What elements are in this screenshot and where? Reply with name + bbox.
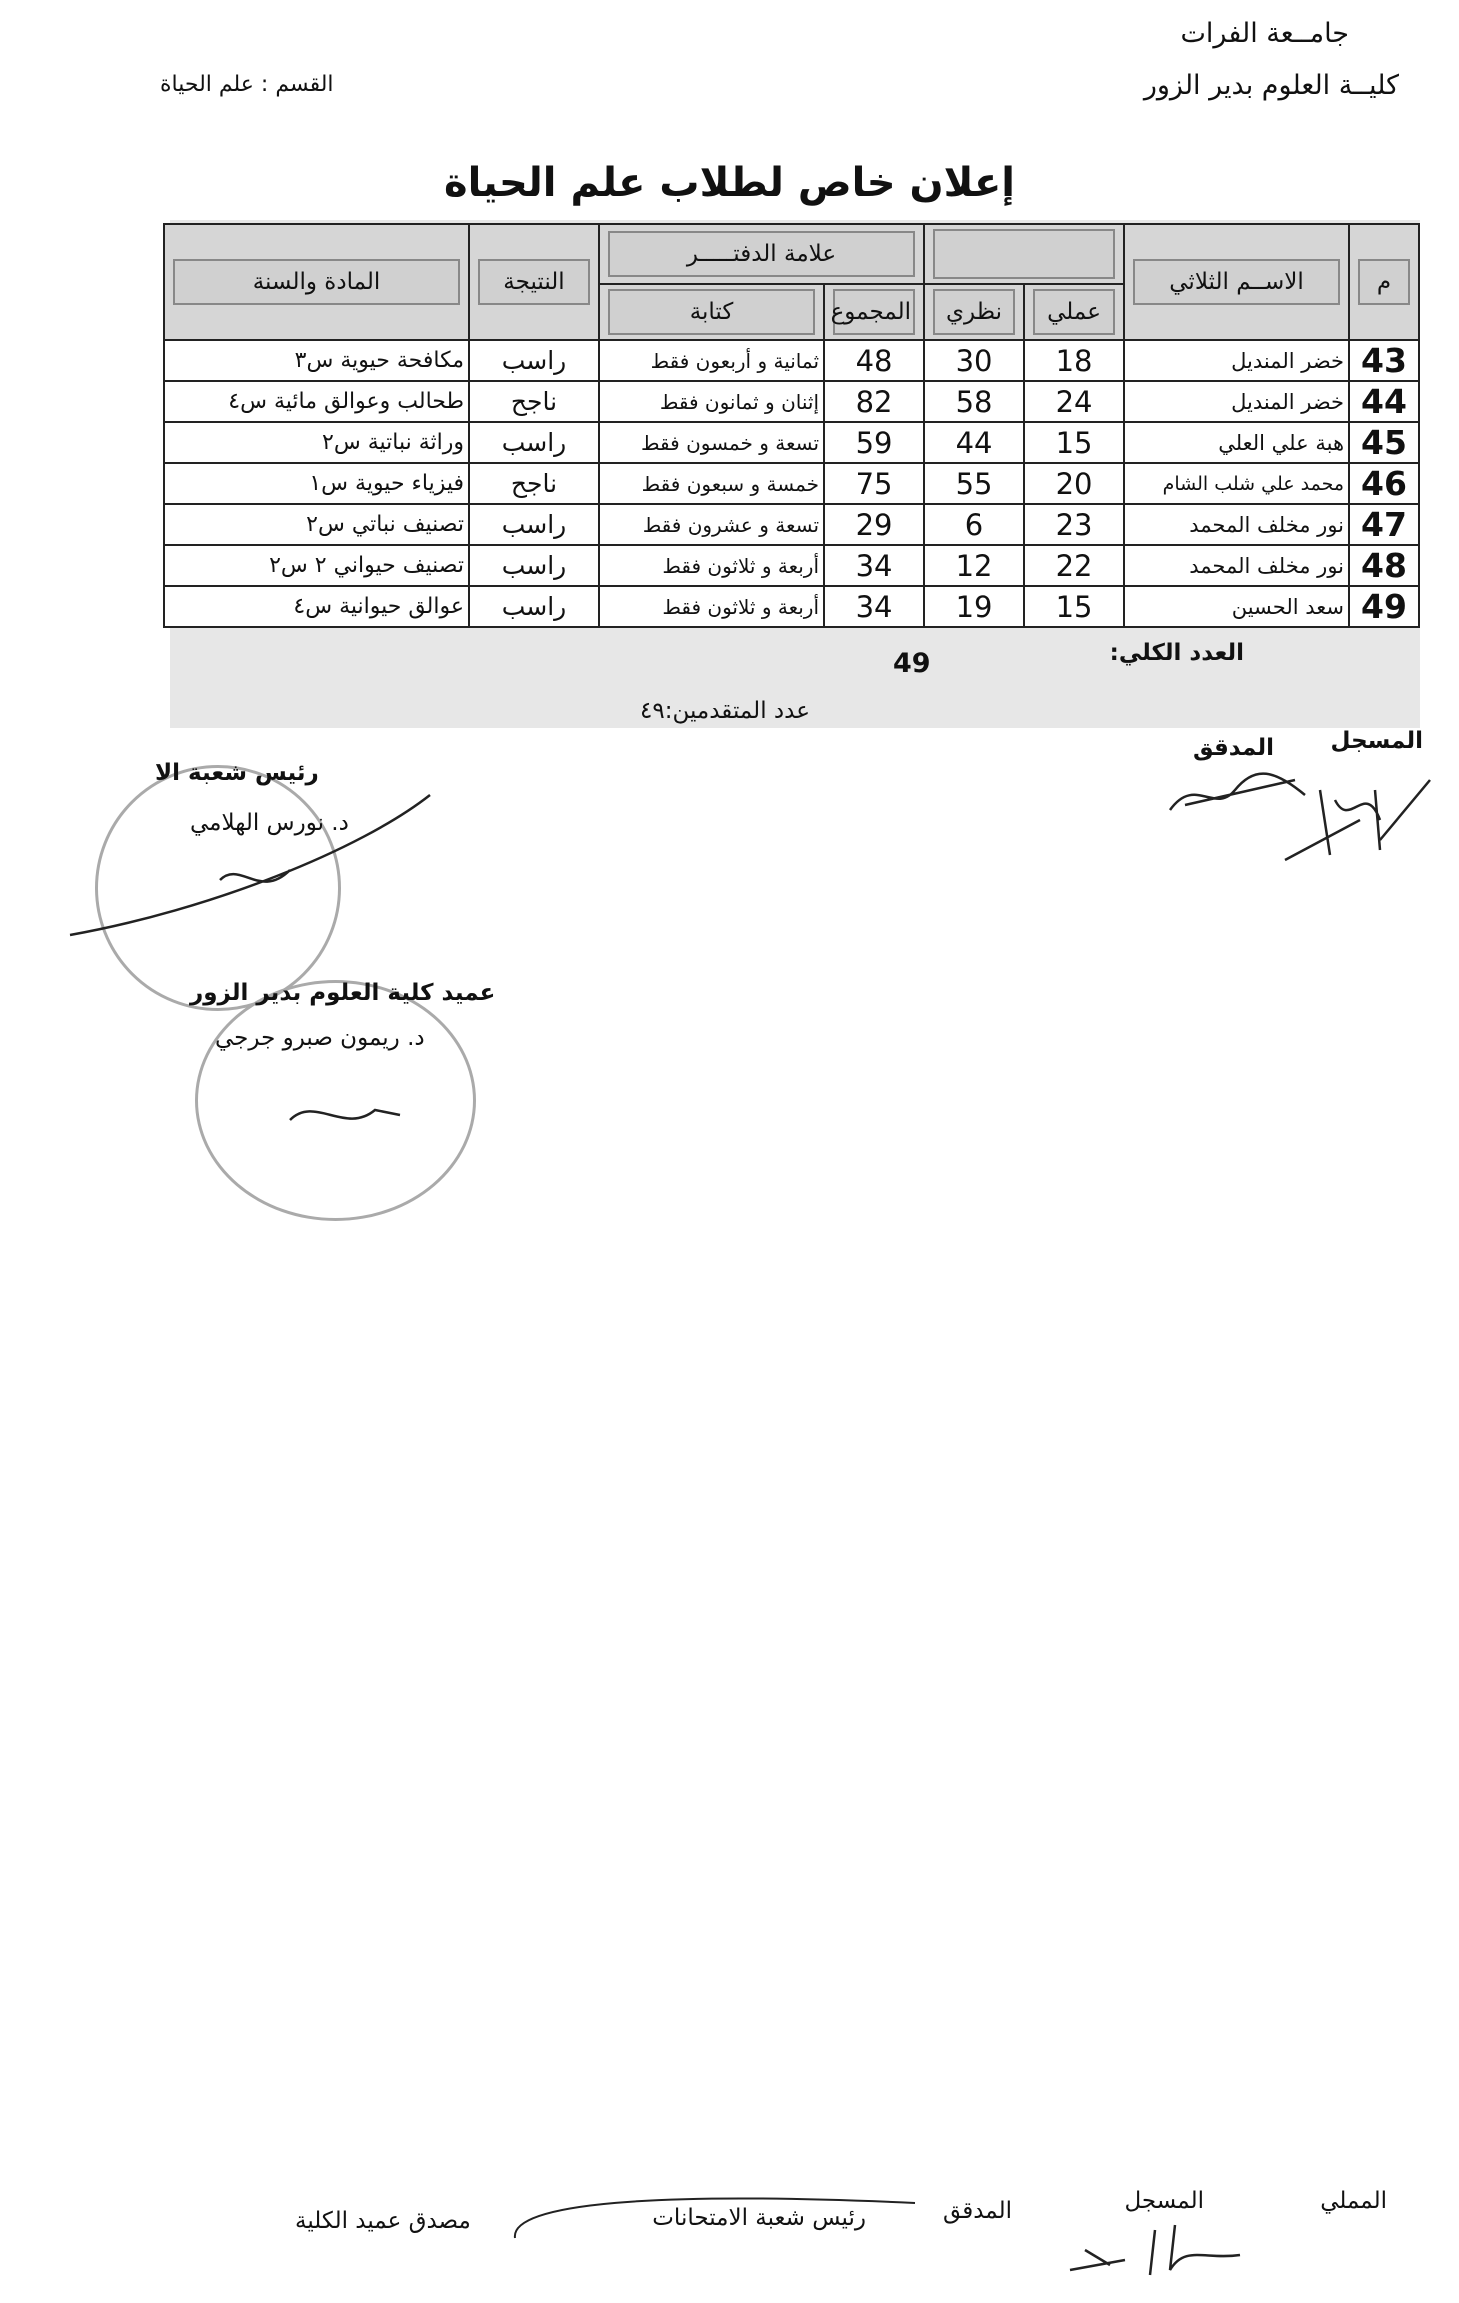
- row-result: راسب: [469, 586, 599, 627]
- header-name: الاســم الثلاثي: [1124, 224, 1349, 340]
- row-name: نور مخلف المحمد: [1124, 504, 1349, 545]
- footer-signature: [1065, 2215, 1245, 2289]
- header-blank: [924, 224, 1124, 284]
- exam-head-signature: [60, 790, 440, 954]
- university-name: جامــعة الفرات: [1180, 18, 1349, 49]
- row-total: 34: [824, 586, 924, 627]
- row-theory: 19: [924, 586, 1024, 627]
- row-practical: 20: [1024, 463, 1124, 504]
- row-practical: 22: [1024, 545, 1124, 586]
- registrar-signature: [1280, 760, 1440, 874]
- row-index: 47: [1349, 504, 1419, 545]
- exam-head-name: د. نورس الهلامي: [190, 810, 349, 836]
- row-subject: مكافحة حيوية س٣: [164, 340, 469, 381]
- row-result: راسب: [469, 504, 599, 545]
- row-subject: تصنيف حيواني ٢ س٢: [164, 545, 469, 586]
- exam-head-title: رئيس شعبة الا: [155, 760, 319, 786]
- row-written: إثنان و ثمانون فقط: [599, 381, 824, 422]
- row-practical: 15: [1024, 422, 1124, 463]
- total-count-label: العدد الكلي:: [1109, 640, 1244, 666]
- row-subject: طحالب وعوالق مائية س٤: [164, 381, 469, 422]
- row-total: 82: [824, 381, 924, 422]
- total-count-value: 49: [893, 648, 931, 679]
- row-practical: 24: [1024, 381, 1124, 422]
- table-row: [164, 463, 1419, 504]
- footer-dean-approval: مصدق عميد الكلية: [295, 2208, 471, 2234]
- footer-auditor: المدقق: [943, 2198, 1012, 2224]
- table-row: [164, 504, 1419, 545]
- row-theory: 12: [924, 545, 1024, 586]
- table-row: [164, 340, 1419, 381]
- header-index: م: [1349, 224, 1419, 340]
- row-subject: فيزياء حيوية س١: [164, 463, 469, 504]
- dean-title: عميد كلية العلوم بدير الزور: [190, 980, 496, 1006]
- row-theory: 30: [924, 340, 1024, 381]
- header-subject: المادة والسنة: [164, 224, 469, 340]
- table-row: [164, 586, 1419, 627]
- row-index: 48: [1349, 545, 1419, 586]
- header-result: النتيجة: [469, 224, 599, 340]
- row-total: 75: [824, 463, 924, 504]
- row-total: 34: [824, 545, 924, 586]
- row-written: تسعة و خمسون فقط: [599, 422, 824, 463]
- row-theory: 55: [924, 463, 1024, 504]
- row-theory: 58: [924, 381, 1024, 422]
- applicants-count: عدد المتقدمين:٤٩: [640, 698, 810, 724]
- row-index: 49: [1349, 586, 1419, 627]
- header-notebook-mark: علامة الدفتـــــر: [599, 224, 924, 284]
- row-practical: 15: [1024, 586, 1124, 627]
- row-name: خضر المنديل: [1124, 340, 1349, 381]
- header-written: كتابة: [599, 284, 824, 340]
- department-label: القسم : علم الحياة: [160, 72, 334, 97]
- row-name: خضر المنديل: [1124, 381, 1349, 422]
- row-result: راسب: [469, 545, 599, 586]
- table-row: [164, 422, 1419, 463]
- row-written: خمسة و سبعون فقط: [599, 463, 824, 504]
- faculty-name: كليــة العلوم بدير الزور: [1143, 70, 1399, 101]
- row-result: راسب: [469, 340, 599, 381]
- row-theory: 44: [924, 422, 1024, 463]
- row-index: 45: [1349, 422, 1419, 463]
- auditor-label: المدقق: [1192, 735, 1274, 761]
- row-name: سعد الحسين: [1124, 586, 1349, 627]
- row-result: ناجح: [469, 381, 599, 422]
- dean-signature: [285, 1090, 405, 1144]
- row-practical: 23: [1024, 504, 1124, 545]
- footer-exam-head: رئيس شعبة الامتحانات: [652, 2205, 866, 2231]
- footer-registrar: المسجل: [1124, 2188, 1204, 2214]
- header-practical: عملي: [1024, 284, 1124, 340]
- table-row: [164, 381, 1419, 422]
- row-name: هبة علي العلي: [1124, 422, 1349, 463]
- row-theory: 6: [924, 504, 1024, 545]
- row-total: 29: [824, 504, 924, 545]
- row-name: محمد علي شلب الشام: [1124, 463, 1349, 504]
- header-total: المجموع: [824, 284, 924, 340]
- footer-bracket-line: [505, 2183, 925, 2257]
- footer-dictator: المملي: [1320, 2188, 1387, 2214]
- row-index: 43: [1349, 340, 1419, 381]
- row-result: ناجح: [469, 463, 599, 504]
- table-row: [164, 545, 1419, 586]
- registrar-label: المسجل: [1330, 728, 1423, 754]
- row-written: تسعة و عشرون فقط: [599, 504, 824, 545]
- row-practical: 18: [1024, 340, 1124, 381]
- row-subject: عوالق حيوانية س٤: [164, 586, 469, 627]
- row-subject: تصنيف نباتي س٢: [164, 504, 469, 545]
- dean-name: د. ريمون صبرو جرجي: [215, 1025, 425, 1051]
- row-written: أربعة و ثلاثون فقط: [599, 545, 824, 586]
- row-written: ثمانية و أربعون فقط: [599, 340, 824, 381]
- row-index: 44: [1349, 381, 1419, 422]
- row-name: نور مخلف المحمد: [1124, 545, 1349, 586]
- header-theory: نظري: [924, 284, 1024, 340]
- row-total: 59: [824, 422, 924, 463]
- grades-table: [163, 223, 1420, 628]
- row-result: راسب: [469, 422, 599, 463]
- row-subject: وراثة نباتية س٢: [164, 422, 469, 463]
- page-title: إعلان خاص لطلاب علم الحياة: [444, 160, 1015, 206]
- row-written: أربعة و ثلاثون فقط: [599, 586, 824, 627]
- row-total: 48: [824, 340, 924, 381]
- row-index: 46: [1349, 463, 1419, 504]
